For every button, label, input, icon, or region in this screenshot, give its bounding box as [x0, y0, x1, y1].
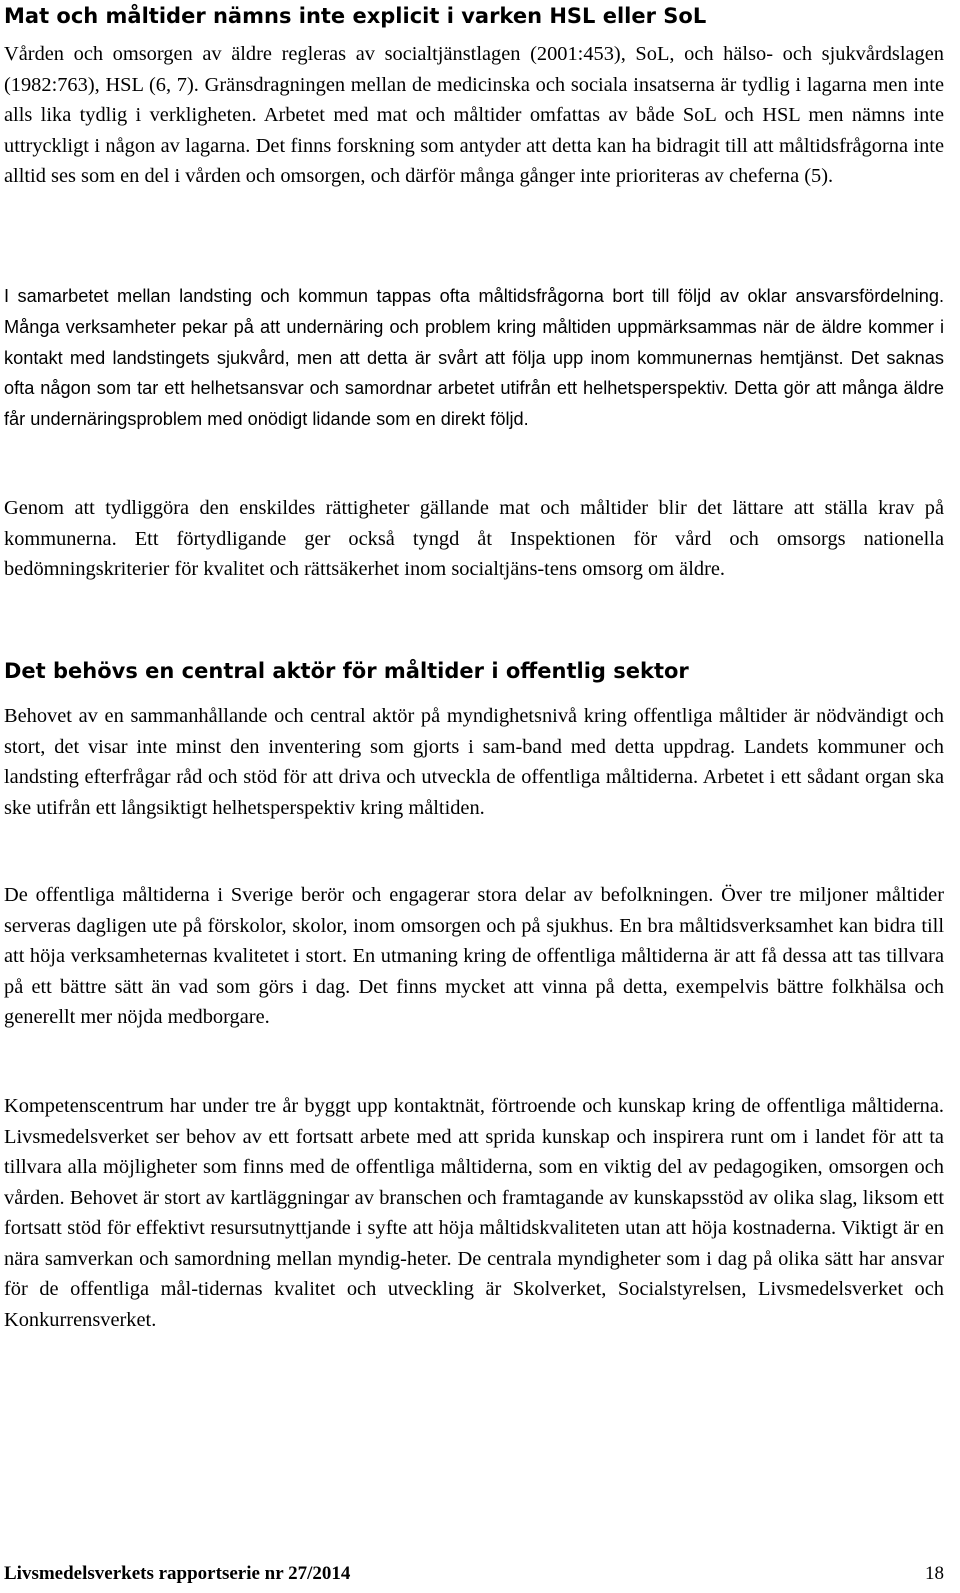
paragraph-public-meals: De offentliga måltiderna i Sverige berör och engagerar stora delar av befolkningen. Över tre miljoner måltider serveras dagligen ute på förskolor, skolor, inom omsorgen och på sjukhus. En bra måltidsverksamhet kan bidra till att höja verksamheternas kvalitetet i stort. En utmaning kring de offentliga måltiderna är att få dessa att tas tillvara på ett bättre sätt än vad som görs i dag. Det finns mycket att vinna på detta, exempelvis bättre folkhälsa och generellt mer nöjda medborgare.: [4, 884, 944, 1028]
page-number: 18: [925, 1563, 944, 1584]
paragraph-need-central-actor: Behovet av en sammanhållande och central aktör på myndighetsnivå kring offentliga måltider är nödvändigt och stort, det visar inte minst den inventering som gjorts i sam-band med detta uppdrag. Landets kommuner och landsting efterfrågar råd och stöd för att driva och utveckla de offentliga måltiderna. Arbetet i ett sådant organ ska ske utifrån ett långsiktigt helhetsperspektiv kring måltiden.: [4, 705, 944, 819]
section-heading-meals-not-mentioned: Mat och måltider nämns inte explicit i varken HSL eller SoL: [4, 4, 707, 28]
paragraph-clarify-rights: Genom att tydliggöra den enskildes rättigheter gällande mat och måltider blir det lättare att ställa krav på kommunerna. Ett förtydligande ger också tyngd åt Inspektionen för vård och omsorgs nationella bedömningskriterier för kvalitet och rättsäkerhet inom socialtjäns-tens omsorg om äldre.: [4, 497, 944, 580]
paragraph-competence-centre: Kompetenscentrum har under tre år byggt upp kontaktnät, förtroende och kunskap kring de offentliga måltiderna. Livsmedelsverket ser behov av ett fortsatt arbete med att sprida kunskap och inspirera runt om i landet för att ta tillvara alla möjligheter som finns med de offentliga måltiderna, som en viktig del av pedagogiken, omsorgen och vården. Behovet är stort av kartläggningar av branschen och framtagande av kunskapsstöd av olika slag, liksom ett fortsatt stöd för effektivt resursutnyttjande i syfte att höja måltidskvaliteten utan att höja kostnaderna. Viktigt är en nära samverkan och samordning mellan myndig-heter. De centrala myndigheter som i dag på olika sätt har ansvar för de offentliga mål-tidernas kvalitet och utveckling är Skolverket, Socialstyrelsen, Livsmedelsverket och Konkurrensverket.: [4, 1095, 944, 1331]
paragraph-cooperation: I samarbetet mellan landsting och kommun tappas ofta måltidsfrågorna bort till följd av oklar ansvarsfördelning. Många verksamheter pekar på att undernäring och problem kring måltiden uppmärksammas när de äldre kommer i kontakt med landstingets sjukvård, men att detta är svårt att följa upp inom kommunernas hemtjänst. Det saknas ofta någon som tar ett helhetsansvar och samordnar arbetet utifrån ett helhetsperspektiv. Detta gör att många äldre får undernäringsproblem med onödigt lidande som en direkt följd.: [4, 286, 944, 430]
report-series-label: Livsmedelsverkets rapportserie nr 27/2014: [4, 1563, 351, 1584]
page-footer: [4, 1562, 944, 1586]
section-heading-central-actor: Det behövs en central aktör för måltider i offentlig sektor: [4, 659, 689, 683]
paragraph-legislation: Vården och omsorgen av äldre regleras av socialtjänstlagen (2001:453), SoL, och hälso- och sjukvårdslagen (1982:763), HSL (6, 7). Gränsdragningen mellan de medicinska och sociala insatserna är tydlig i lagarna men inte alls lika tydlig i verkligheten. Arbetet med mat och måltider omfattas av både SoL och HSL men nämns inte uttryckligt i någon av lagarna. Det finns forskning som antyder att detta kan ha bidragit till att måltidsfrågorna inte alltid ses som en del i vården och omsorgen, och därför många gånger inte prioriteras av cheferna (5).: [4, 43, 944, 187]
